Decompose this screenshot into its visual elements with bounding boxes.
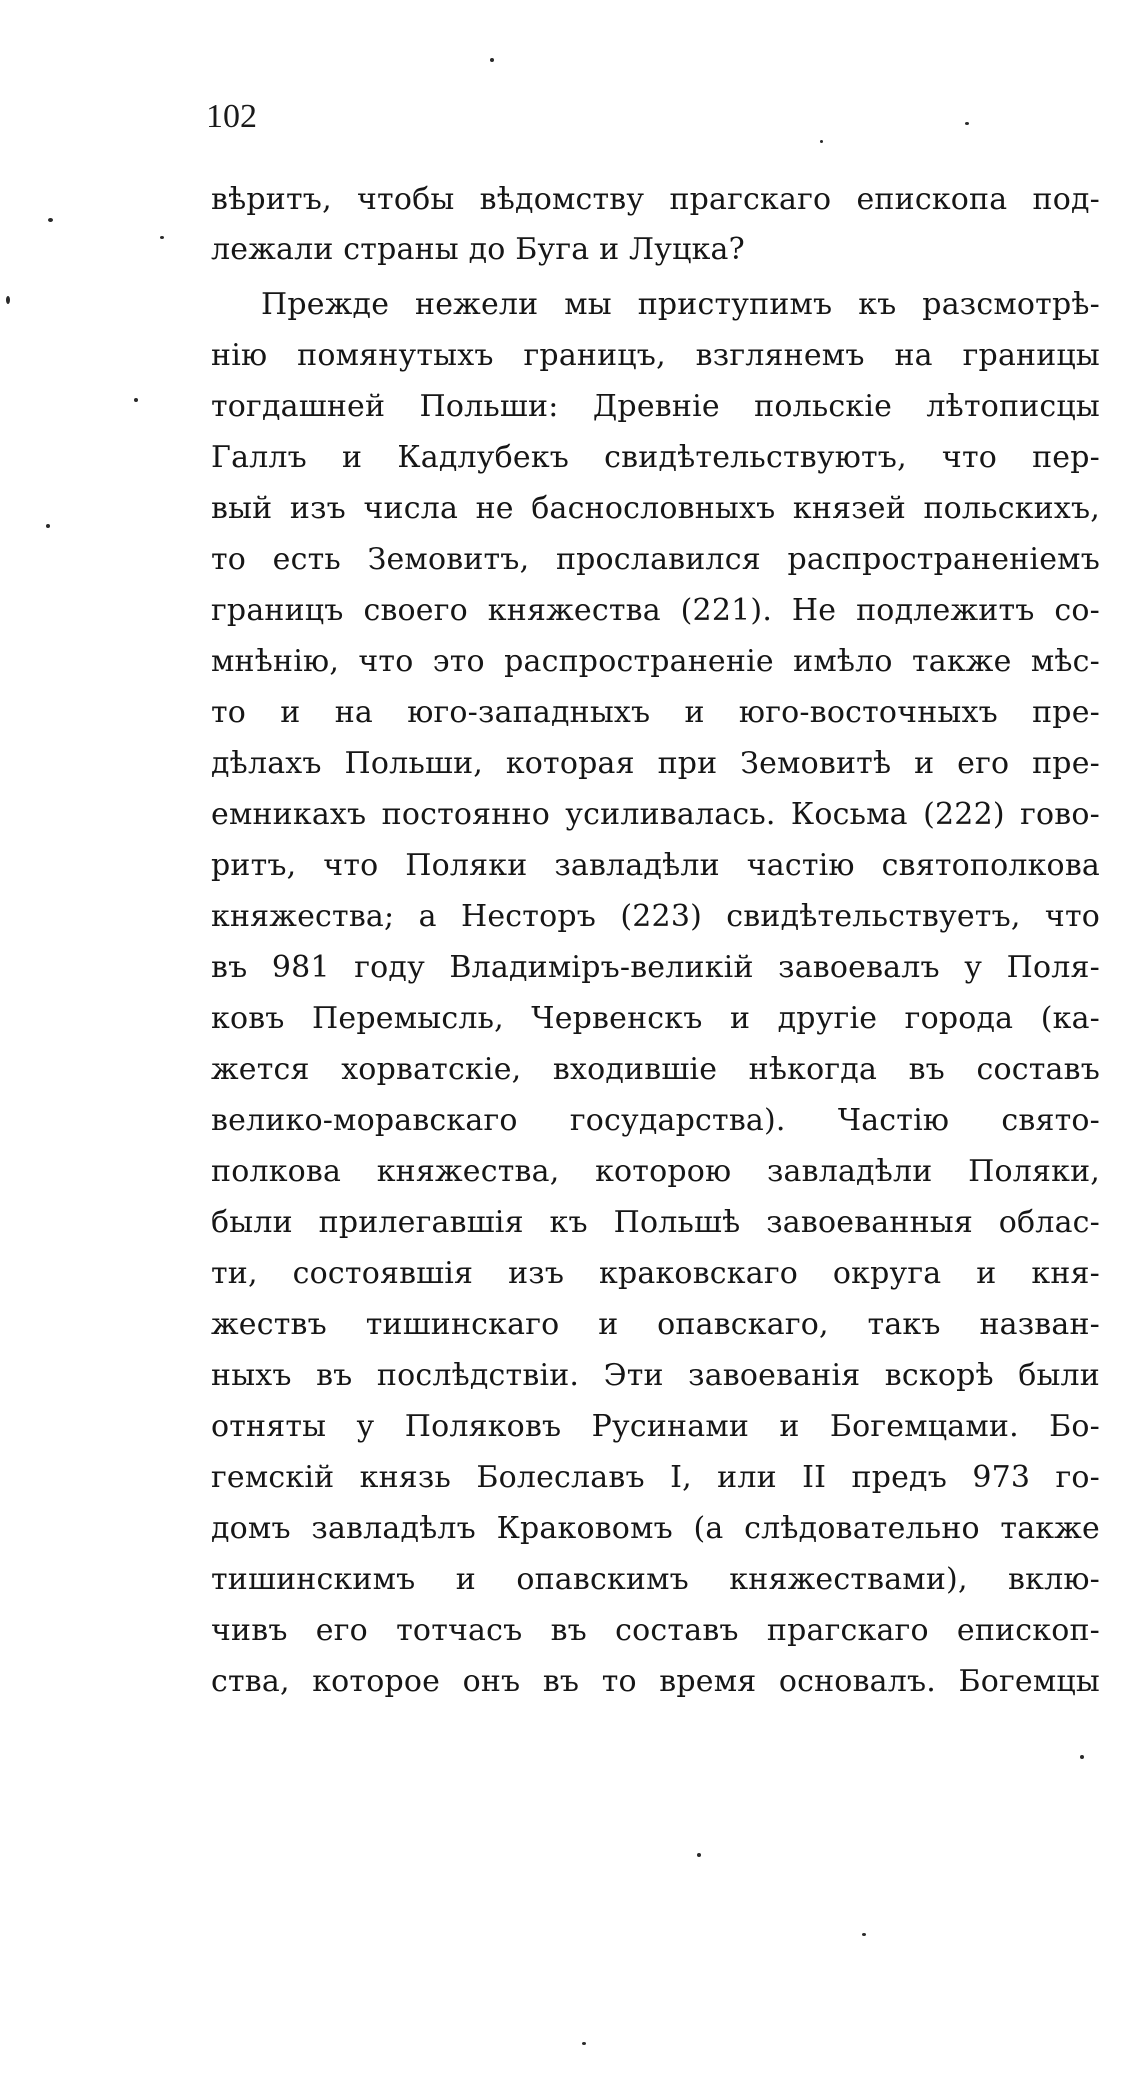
text-line: емникахъ постоянно усиливалась. Косьма (222) гово- [211,797,1100,832]
text-line: отняты у Поляковъ Русинами и Богемцами. Бо- [211,1409,1100,1444]
text-line: ковъ Перемысль, Червенскъ и другіе города (ка- [211,1001,1100,1036]
scan-speck [582,2042,586,2045]
scan-speck [134,398,138,402]
text-line: жется хорватскіе, входившіе нѣкогда въ составъ [211,1052,1100,1087]
text-line: ства, которое онъ въ то время основалъ. Богемцы [211,1664,1100,1699]
text-line: ныхъ въ послѣдствіи. Эти завоеванія вскорѣ были [211,1358,1100,1393]
scan-speck [862,1933,866,1936]
scan-speck [697,1853,701,1857]
text-line: границъ своего княжества (221). Не подлежитъ со- [211,593,1100,628]
scan-speck [160,236,164,239]
text-line: Галлъ и Кадлубекъ свидѣтельствуютъ, что пер- [211,440,1100,475]
text-line: тишинскимъ и опавскимъ княжествами), вклю- [211,1562,1100,1597]
scan-speck [48,218,53,222]
text-line: то и на юго-западныхъ и юго-восточныхъ пре- [211,695,1100,730]
scan-speck [965,122,969,125]
text-line: домъ завладѣлъ Краковомъ (а слѣдовательно также [211,1511,1100,1546]
page-number: 102 [206,98,257,135]
scan-speck [6,296,10,304]
scan-speck [820,140,823,143]
text-line: жествъ тишинскаго и опавскаго, такъ назван- [211,1307,1100,1342]
text-line: въ 981 году Владиміръ-великій завоевалъ у Поля- [211,950,1100,985]
text-line: были прилегавшія къ Польшѣ завоеванныя облас- [211,1205,1100,1240]
scan-speck [46,524,50,528]
scan-speck [1080,1755,1084,1759]
text-line: вѣритъ, чтобы вѣдомству прагскаго епископа под- [211,182,1100,217]
text-line: тогдашней Польши: Древніе польскіе лѣтописцы [211,389,1100,424]
text-line: гемскій князь Болеславъ I, или II предъ 973 го- [211,1460,1100,1495]
text-line: полкова княжества, которою завладѣли Поляки, [211,1154,1100,1189]
text-line: дѣлахъ Польши, которая при Земовитѣ и его пре- [211,746,1100,781]
text-line: княжества; а Несторъ (223) свидѣтельствуетъ, что [211,899,1100,934]
text-line: мнѣнію, что это распространеніе имѣло также мѣс- [211,644,1100,679]
text-line: лежали страны до Буга и Луцка? [211,232,745,267]
text-line: ти, состоявшія изъ краковскаго округа и кня- [211,1256,1100,1291]
text-line: чивъ его тотчасъ въ составъ прагскаго епископ- [211,1613,1100,1648]
text-line: то есть Земовитъ, прославился распространеніемъ [211,542,1100,577]
text-line: ритъ, что Поляки завладѣли частію святополкова [211,848,1100,883]
text-line: велико-моравскаго государства). Частію свято- [211,1103,1100,1138]
scan-speck [490,58,494,62]
text-line: нію помянутыхъ границъ, взглянемъ на границы [211,338,1100,373]
text-line: вый изъ числа не баснословныхъ князей польскихъ, [211,491,1100,526]
text-line: Прежде нежели мы приступимъ къ разсмотрѣ- [261,287,1100,322]
